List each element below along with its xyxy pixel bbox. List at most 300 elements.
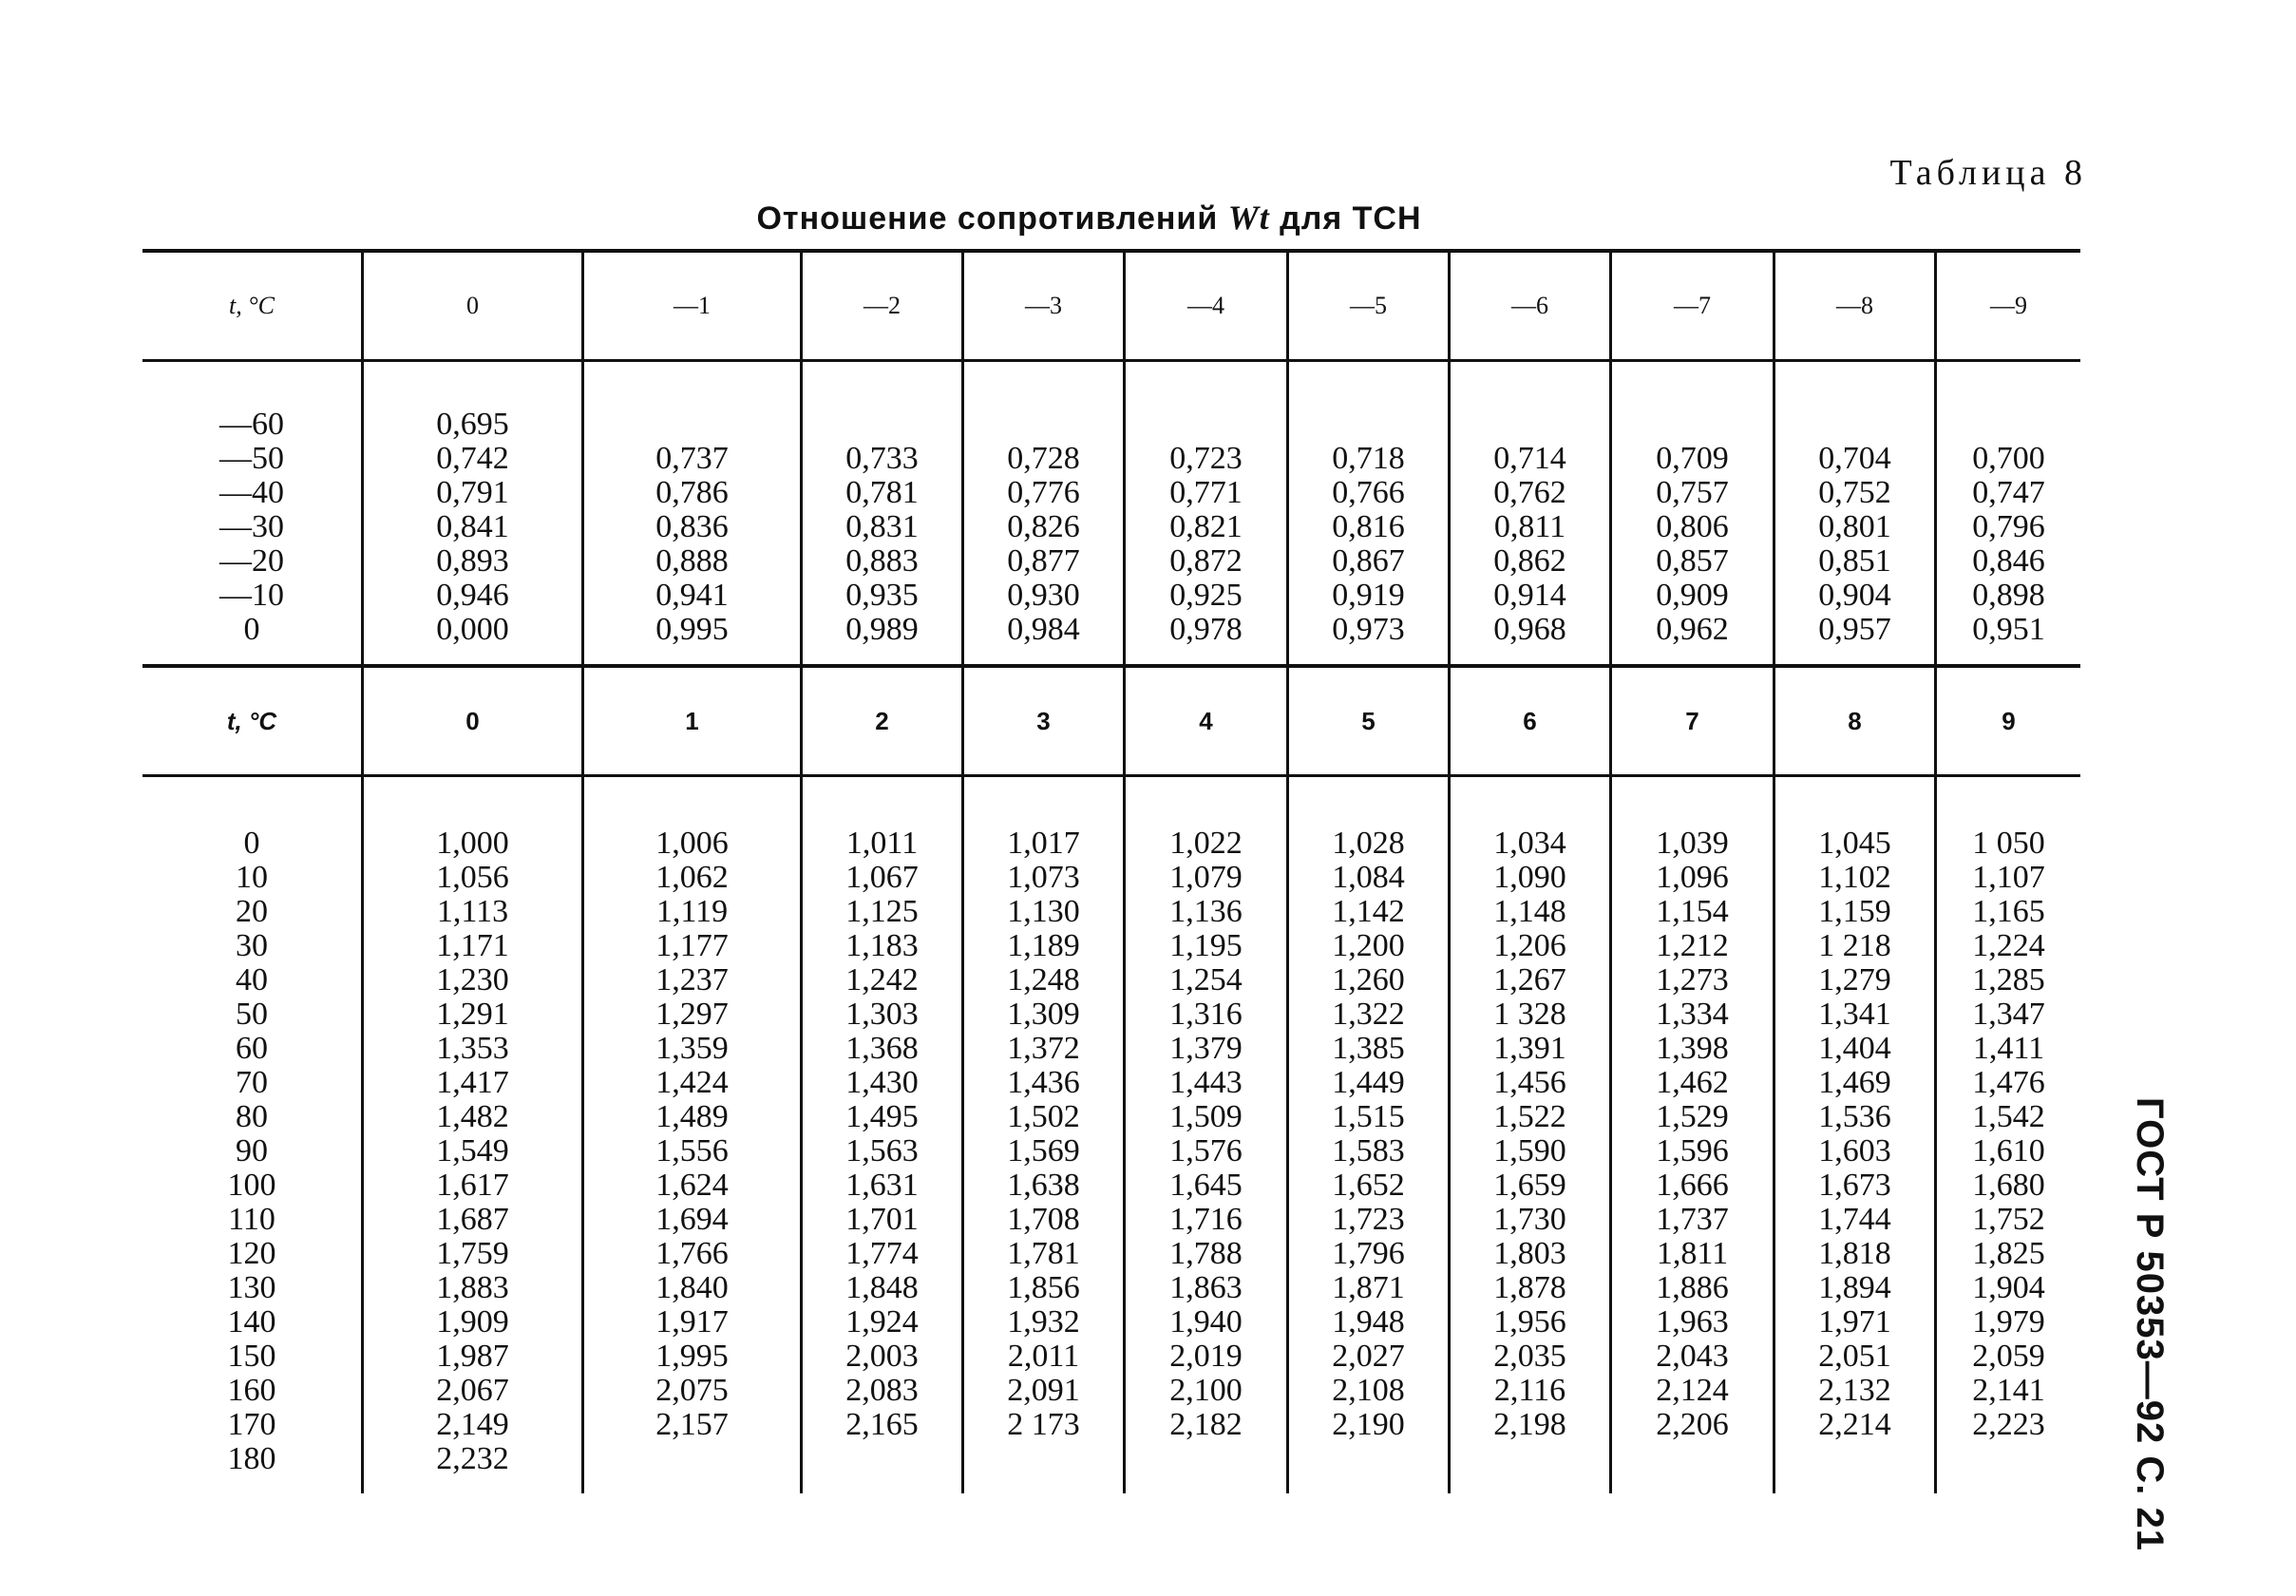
value-cell: 2,198 [1493,1407,1566,1442]
value-cell: 1,303 [845,997,919,1032]
header-cell-col-2: —2 [800,253,961,359]
value-cell: 1,708 [1007,1202,1080,1237]
value-cell: 1,368 [845,1031,919,1066]
caption-text: Отношение сопротивлений [756,200,1219,237]
value-cell: 1,045 [1818,826,1891,861]
header-cell-col-6: 6 [1448,668,1609,774]
value-cell: 0,771 [1169,475,1243,510]
value-cell: 1,476 [1972,1065,2045,1100]
value-cell: 0,811 [1493,509,1566,544]
value-cell: 1,940 [1169,1304,1243,1340]
value-cell: 2,108 [1332,1373,1405,1408]
header-row-negative [142,253,2080,359]
header-cell-col-3: 3 [961,668,1123,774]
value-cell: 1,766 [655,1236,729,1271]
value-cell: 1,987 [436,1339,509,1374]
table-caption [142,198,2036,238]
value-cell: 2,051 [1818,1339,1891,1374]
value-cell: 1,502 [1007,1099,1080,1134]
value-cell: 1,904 [1972,1270,2045,1305]
value-cell: 1,737 [1656,1202,1729,1237]
value-cell: 2,132 [1818,1373,1891,1408]
value-cell: 0,898 [1972,578,2045,613]
value-cell: 1,811 [1656,1236,1729,1271]
value-cell: 1,073 [1007,860,1080,895]
value-cell: 1,878 [1493,1270,1566,1305]
value-column-8 [1773,777,1934,1493]
value-cell: 0,857 [1656,543,1729,579]
row-label: 130 [227,1270,276,1305]
row-label: 120 [227,1236,276,1271]
row-label-column [142,777,361,1493]
value-column-4 [1123,362,1286,664]
value-cell: 1,022 [1169,826,1243,861]
value-column-1 [581,362,800,664]
value-column-6 [1448,362,1609,664]
value-cell: 1,291 [436,997,509,1032]
value-cell: 1,006 [655,826,729,861]
value-cell: 2,083 [845,1373,919,1408]
value-cell: 1,206 [1493,928,1566,963]
value-cell: 1,576 [1169,1133,1243,1168]
value-cell: 1,489 [655,1099,729,1134]
value-cell: 2,149 [436,1407,509,1442]
value-cell: 1,136 [1169,894,1243,929]
value-cell: 1,230 [436,962,509,998]
value-cell: 0,766 [1332,475,1405,510]
value-cell: 0,968 [1493,612,1566,647]
header-cell-col-0: 0 [361,253,581,359]
header-cell-col-7: —7 [1609,253,1773,359]
body-negative [142,362,2080,664]
row-label: —10 [219,578,284,613]
value-cell: 1,583 [1332,1133,1405,1168]
value-cell: 1,956 [1493,1304,1566,1340]
value-cell: 2,116 [1493,1373,1566,1408]
value-cell: 0,930 [1007,578,1080,613]
value-cell: 0,919 [1332,578,1405,613]
value-cell: 1,254 [1169,962,1243,998]
header-cell-col-6: —6 [1448,253,1609,359]
value-cell: 1,353 [436,1031,509,1066]
value-cell: 1,701 [845,1202,919,1237]
value-cell: 0,821 [1169,509,1243,544]
value-cell: 0,700 [1972,441,2045,476]
value-cell: 1,212 [1656,928,1729,963]
value-cell [803,408,961,442]
value-cell: 1 218 [1818,928,1891,963]
value-cell: 1,372 [1007,1031,1080,1066]
value-cell: 0,000 [436,612,509,647]
value-cell: 0,989 [845,612,919,647]
value-cell: 0,831 [845,509,919,544]
value-cell: 0,995 [655,612,729,647]
value-cell: 2,124 [1656,1373,1729,1408]
value-cell: 0,862 [1493,543,1566,579]
row-label: 80 [236,1099,268,1134]
value-column-2 [800,362,961,664]
value-cell: 1,886 [1656,1270,1729,1305]
value-cell: 2,067 [436,1373,509,1408]
standard-page-reference: ГОСТ Р 50353—92 С. 21 [2129,1097,2171,1551]
value-cell: 1,495 [845,1099,919,1134]
value-cell: 0,776 [1007,475,1080,510]
value-cell: 1,000 [436,826,509,861]
value-cell: 1,165 [1972,894,2045,929]
value-cell: 1,039 [1656,826,1729,861]
value-cell: 1,267 [1493,962,1566,998]
header-cell-col-1: 1 [581,668,800,774]
value-cell: 1,424 [655,1065,729,1100]
value-cell [1289,408,1448,442]
value-cell: 1,062 [655,860,729,895]
value-cell: 1,449 [1332,1065,1405,1100]
value-cell: 1,379 [1169,1031,1243,1066]
value-cell: 2,091 [1007,1373,1080,1408]
row-label: —30 [219,509,284,544]
value-cell: 1,309 [1007,997,1080,1032]
value-column-3 [961,362,1123,664]
value-cell: 1,924 [845,1304,919,1340]
row-label: 0 [243,612,260,647]
header-cell-col-5: —5 [1286,253,1448,359]
value-cell: 1,096 [1656,860,1729,895]
row-label: 180 [227,1441,276,1476]
value-cell: 1,515 [1332,1099,1405,1134]
value-cell: 1,385 [1332,1031,1405,1066]
value-cell: 1,200 [1332,928,1405,963]
row-label: 10 [236,860,268,895]
value-cell: 0,888 [655,543,729,579]
body-positive [142,777,2080,1493]
value-cell: 1,430 [845,1065,919,1100]
value-cell: 1,610 [1972,1133,2045,1168]
header-cell-col-4: 4 [1123,668,1286,774]
value-cell: 1,652 [1332,1168,1405,1203]
value-cell: 1,603 [1818,1133,1891,1168]
value-cell: 0,846 [1972,543,2045,579]
header-cell-temperature: t, °C [229,292,275,319]
value-cell: 1,469 [1818,1065,1891,1100]
value-cell: 0,872 [1169,543,1243,579]
value-cell: 1,774 [845,1236,919,1271]
value-cell: 2,190 [1332,1407,1405,1442]
value-cell: 1,894 [1818,1270,1891,1305]
value-cell: 2,003 [845,1339,919,1374]
value-cell: 0,946 [436,578,509,613]
value-cell: 1,260 [1332,962,1405,998]
value-cell: 1 050 [1972,826,2045,861]
value-cell [1937,408,2080,442]
value-cell: 1,034 [1493,826,1566,861]
value-cell: 1,322 [1332,997,1405,1032]
header-cell-col-9: 9 [1934,668,2080,774]
value-cell: 0,714 [1493,441,1566,476]
header-cell-col-5: 5 [1286,668,1448,774]
value-column-1 [581,777,800,1493]
value-cell: 0,877 [1007,543,1080,579]
value-cell [1126,408,1286,442]
value-cell: 1,436 [1007,1065,1080,1100]
value-cell: 1,102 [1818,860,1891,895]
value-cell: 0,925 [1169,578,1243,613]
value-cell: 1,638 [1007,1168,1080,1203]
value-cell: 1,462 [1656,1065,1729,1100]
value-cell: 1,242 [845,962,919,998]
value-cell: 2,182 [1169,1407,1243,1442]
value-cell: 1,417 [436,1065,509,1100]
value-cell: 1,189 [1007,928,1080,963]
value-cell: 1,788 [1169,1236,1243,1271]
value-cell: 1,391 [1493,1031,1566,1066]
value-cell: 1,744 [1818,1202,1891,1237]
value-cell: 1,017 [1007,826,1080,861]
value-cell: 1,617 [436,1168,509,1203]
value-cell: 0,941 [655,578,729,613]
value-cell: 0,883 [845,543,919,579]
value-column-3 [961,777,1123,1493]
header-cell-col-4: —4 [1123,253,1286,359]
row-label: —20 [219,543,284,579]
value-column-5 [1286,362,1448,664]
value-cell: 1,148 [1493,894,1566,929]
value-cell: 1,404 [1818,1031,1891,1066]
value-cell: 1,979 [1972,1304,2045,1340]
value-cell: 1,359 [655,1031,729,1066]
value-cell: 0,786 [655,475,729,510]
value-cell: 0,935 [845,578,919,613]
value-cell: 2,232 [436,1441,509,1476]
row-label: 40 [236,962,268,998]
value-cell: 0,733 [845,441,919,476]
row-label: —50 [219,441,284,476]
row-label: 100 [227,1168,276,1203]
row-label: 30 [236,928,268,963]
value-cell: 1,917 [655,1304,729,1340]
header-row-positive [142,668,2080,774]
value-cell: 1,154 [1656,894,1729,929]
value-cell: 0,973 [1332,612,1405,647]
header-cell-temperature: t, °C [226,706,277,735]
value-cell: 1,107 [1972,860,2045,895]
value-cell: 1,803 [1493,1236,1566,1271]
value-column-8 [1773,362,1934,664]
value-cell: 1,856 [1007,1270,1080,1305]
value-cell: 1,556 [655,1133,729,1168]
row-label: —60 [219,407,284,442]
table-number-label: Таблица 8 [1889,153,2087,193]
value-cell: 0,951 [1972,612,2045,647]
value-cell: 1,011 [845,826,919,861]
value-cell: 1,723 [1332,1202,1405,1237]
value-cell: 1,781 [1007,1236,1080,1271]
value-column-7 [1609,362,1773,664]
value-cell: 1,596 [1656,1133,1729,1168]
value-cell: 0,752 [1818,475,1891,510]
value-cell: 1,730 [1493,1202,1566,1237]
value-cell: 2,223 [1972,1407,2045,1442]
value-cell [1612,408,1773,442]
value-cell: 1,273 [1656,962,1729,998]
value-cell: 1,142 [1332,894,1405,929]
value-cell: 1,334 [1656,997,1729,1032]
value-cell: 1,840 [655,1270,729,1305]
caption-symbol: Wt [1227,199,1270,237]
value-cell: 0,747 [1972,475,2045,510]
value-cell: 1,796 [1332,1236,1405,1271]
value-cell [1775,408,1934,442]
row-label: 170 [227,1407,276,1442]
value-cell: 0,801 [1818,509,1891,544]
value-cell: 2,157 [655,1407,729,1442]
value-cell: 0,704 [1818,441,1891,476]
value-cell: 1,673 [1818,1168,1891,1203]
header-cell-col-0: 0 [361,668,581,774]
value-cell: 1,549 [436,1133,509,1168]
value-cell [1451,408,1609,442]
value-cell: 1,569 [1007,1133,1080,1168]
resistance-ratio-table [142,249,2080,1493]
value-cell: 0,796 [1972,509,2045,544]
value-cell: 1,056 [436,860,509,895]
value-cell: 0,695 [436,407,509,442]
value-cell: 1,341 [1818,997,1891,1032]
value-cell: 1,171 [436,928,509,963]
value-cell: 2,043 [1656,1339,1729,1374]
value-cell: 1,687 [436,1202,509,1237]
value-cell: 1,863 [1169,1270,1243,1305]
value-cell: 1,963 [1656,1304,1729,1340]
value-column-0 [361,362,581,664]
value-cell: 1,631 [845,1168,919,1203]
value-cell: 1,752 [1972,1202,2045,1237]
value-cell: 1,932 [1007,1304,1080,1340]
value-cell: 1,443 [1169,1065,1243,1100]
value-cell: 1,522 [1493,1099,1566,1134]
value-cell: 0,737 [655,441,729,476]
value-cell: 1,195 [1169,928,1243,963]
header-cell-col-9: —9 [1934,253,2080,359]
value-cell: 0,962 [1656,612,1729,647]
row-label: 50 [236,997,268,1032]
value-cell: 1,248 [1007,962,1080,998]
row-label: —40 [219,475,284,510]
row-label: 110 [228,1202,275,1237]
value-cell: 2 173 [1007,1407,1080,1442]
header-cell-col-8: 8 [1773,668,1934,774]
value-cell: 0,851 [1818,543,1891,579]
value-cell: 1,542 [1972,1099,2045,1134]
value-cell: 0,836 [655,509,729,544]
value-cell: 0,806 [1656,509,1729,544]
value-cell: 1,316 [1169,997,1243,1032]
value-cell: 1,624 [655,1168,729,1203]
value-cell: 1,237 [655,962,729,998]
value-cell: 1,297 [655,997,729,1032]
value-cell: 0,709 [1656,441,1729,476]
value-cell: 2,019 [1169,1339,1243,1374]
value-cell: 1,411 [1972,1031,2045,1066]
row-label-column [142,362,361,664]
value-column-5 [1286,777,1448,1493]
value-column-7 [1609,777,1773,1493]
value-cell: 1 328 [1493,997,1566,1032]
value-cell: 0,909 [1656,578,1729,613]
value-cell: 2,165 [845,1407,919,1442]
value-column-0 [361,777,581,1493]
value-cell: 1,279 [1818,962,1891,998]
value-cell: 1,645 [1169,1168,1243,1203]
value-cell: 1,067 [845,860,919,895]
value-cell: 0,841 [436,509,509,544]
caption-suffix: для ТСН [1280,200,1422,237]
row-label: 140 [227,1304,276,1340]
header-cell-col-8: —8 [1773,253,1934,359]
row-label: 70 [236,1065,268,1100]
value-cell: 0,984 [1007,612,1080,647]
value-cell: 2,141 [1972,1373,2045,1408]
value-cell: 1,995 [655,1339,729,1374]
value-cell: 1,536 [1818,1099,1891,1134]
value-cell: 1,224 [1972,928,2045,963]
value-cell: 1,130 [1007,894,1080,929]
value-cell: 1,183 [845,928,919,963]
value-cell: 2,027 [1332,1339,1405,1374]
value-cell: 1,883 [436,1270,509,1305]
value-cell: 0,914 [1493,578,1566,613]
value-cell: 2,214 [1818,1407,1891,1442]
header-cell-col-3: —3 [961,253,1123,359]
value-cell: 0,728 [1007,441,1080,476]
value-cell: 1,716 [1169,1202,1243,1237]
value-cell: 1,482 [436,1099,509,1134]
value-cell: 1,563 [845,1133,919,1168]
row-label: 160 [227,1373,276,1408]
value-cell: 1,659 [1493,1168,1566,1203]
value-cell: 2,035 [1493,1339,1566,1374]
value-cell: 2,100 [1169,1373,1243,1408]
value-column-9 [1934,777,2080,1493]
value-cell: 1,456 [1493,1065,1566,1100]
value-cell: 2,059 [1972,1339,2045,1374]
value-cell: 1,909 [436,1304,509,1340]
value-cell: 1,113 [436,894,509,929]
value-cell: 2,011 [1007,1339,1080,1374]
row-label: 20 [236,894,268,929]
value-cell: 1,871 [1332,1270,1405,1305]
value-cell: 1,028 [1332,826,1405,861]
row-label: 90 [236,1133,268,1168]
value-cell: 1,590 [1493,1133,1566,1168]
value-cell [964,408,1123,442]
value-column-4 [1123,777,1286,1493]
value-cell: 0,791 [436,475,509,510]
header-cell-col-1: —1 [581,253,800,359]
value-cell: 0,723 [1169,441,1243,476]
value-cell: 0,816 [1332,509,1405,544]
value-cell: 1,125 [845,894,919,929]
value-cell: 1,759 [436,1236,509,1271]
value-cell: 0,762 [1493,475,1566,510]
value-cell: 1,090 [1493,860,1566,895]
row-label: 0 [243,826,260,861]
value-cell: 0,742 [436,441,509,476]
value-cell: 1,079 [1169,860,1243,895]
value-cell: 0,757 [1656,475,1729,510]
value-cell: 0,781 [845,475,919,510]
row-label: 150 [227,1339,276,1374]
value-cell: 1,177 [655,928,729,963]
